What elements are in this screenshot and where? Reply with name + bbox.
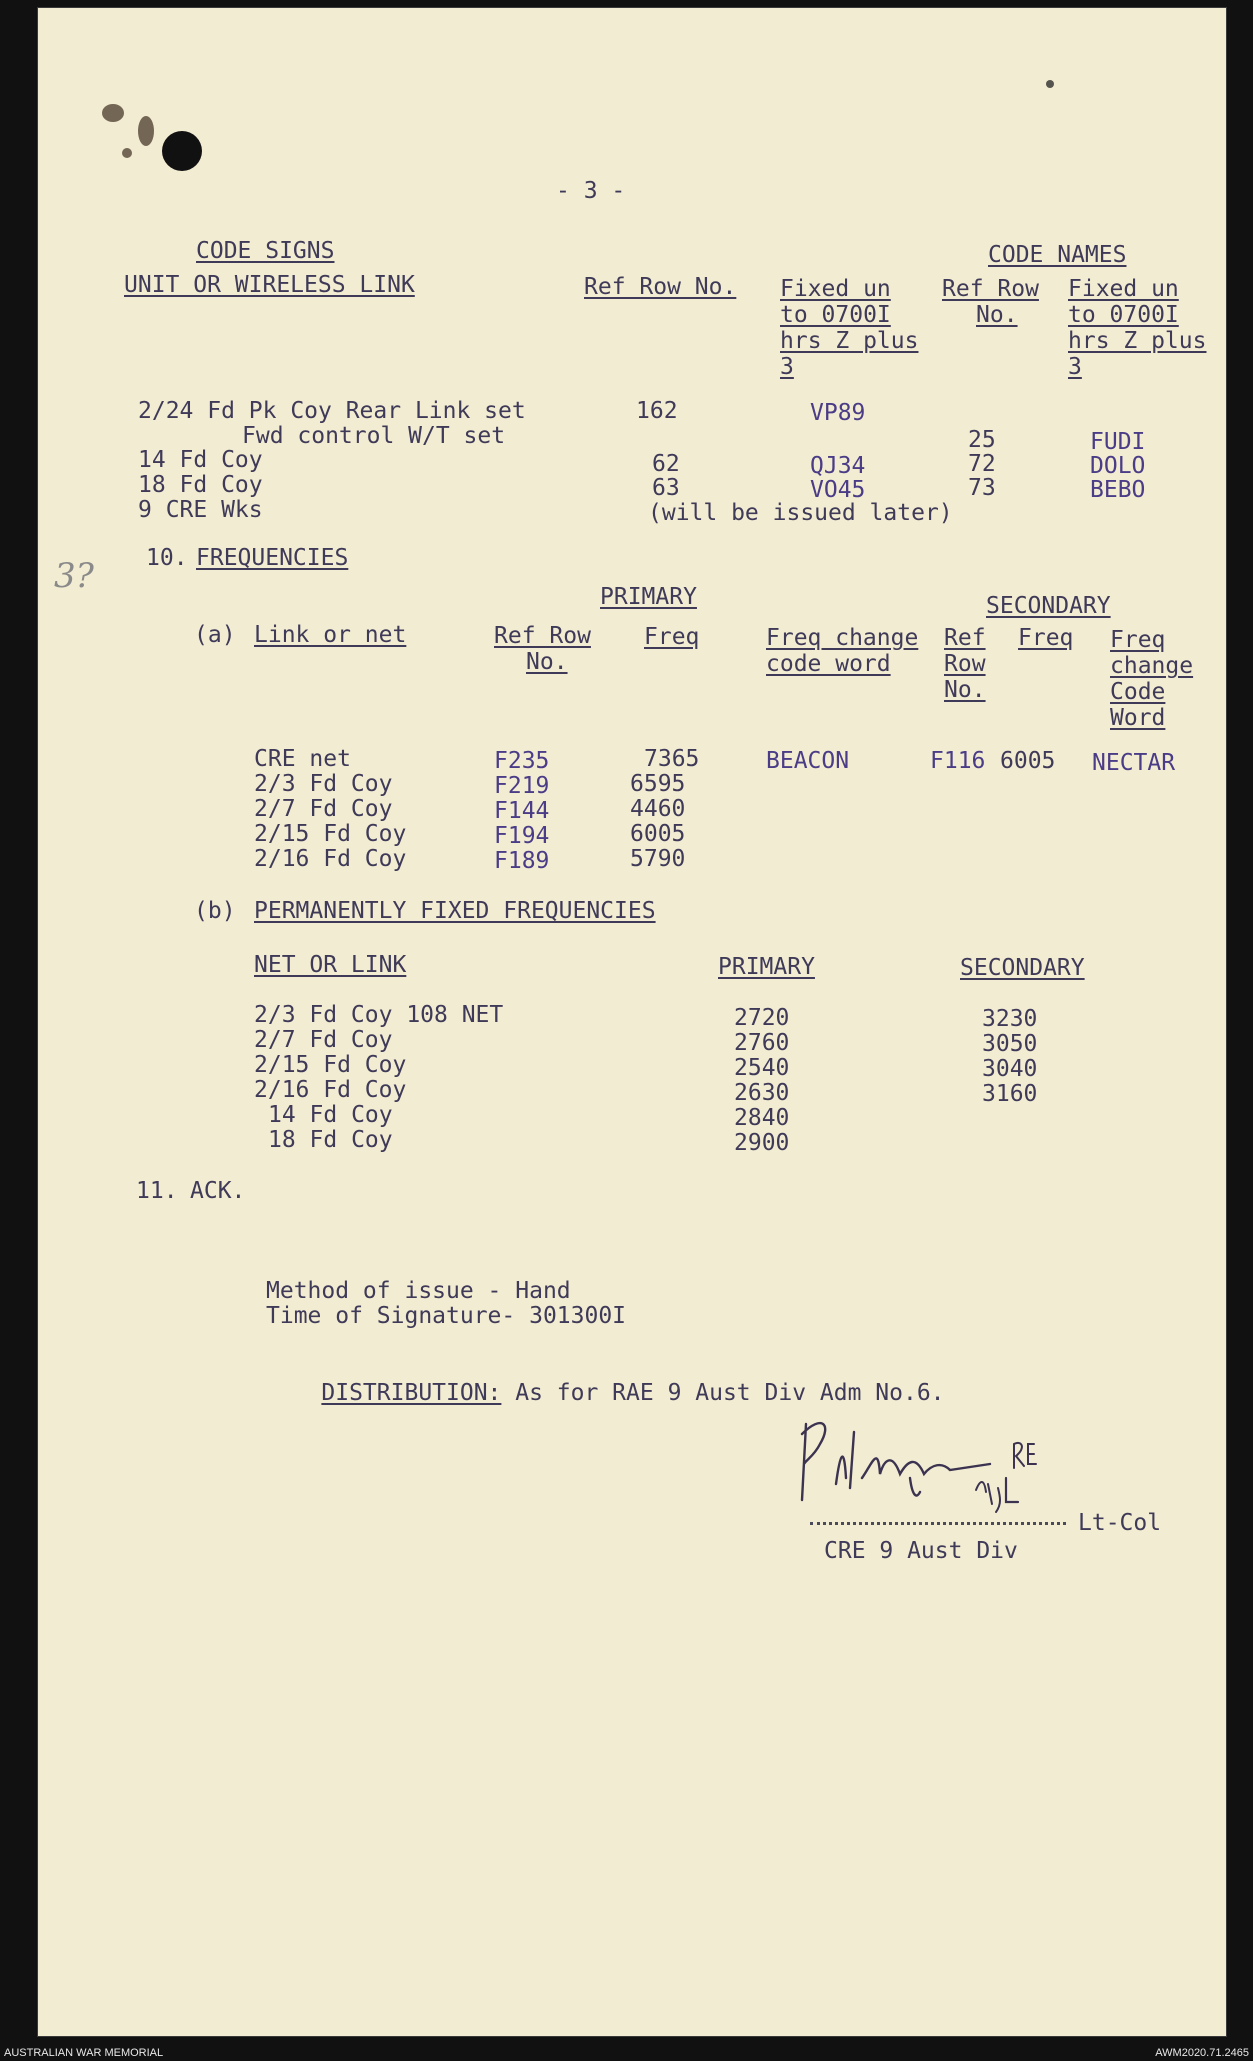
code-row-ref: 62: [652, 451, 680, 477]
fixed-row-net: 2/7 Fd Coy: [254, 1027, 393, 1053]
fixed-row-net: 2/16 Fd Coy: [254, 1077, 407, 1103]
time-of-signature: Time of Signature- 301300I: [266, 1303, 627, 1329]
freq-row-ref: F194: [494, 823, 550, 849]
frequencies-heading: FREQUENCIES: [196, 545, 349, 571]
col-primary: PRIMARY: [718, 954, 815, 980]
freq-row-ref2: F116: [930, 748, 986, 774]
col-fixed-2: to 0700I: [780, 302, 891, 328]
code-row-unit: 2/24 Fd Pk Coy Rear Link set: [138, 398, 526, 424]
fixed-row-primary: 2840: [734, 1105, 790, 1131]
fixed-row-primary: 2900: [734, 1130, 790, 1156]
signature-rank: Lt-Col: [1078, 1510, 1162, 1536]
code-names-heading: CODE NAMES: [988, 242, 1127, 268]
code-signs-heading: CODE SIGNS: [196, 238, 335, 264]
col-secondary: SECONDARY: [960, 955, 1085, 981]
col-fixed2-3: hrs Z plus: [1068, 328, 1207, 354]
code-row-ref2: 25: [968, 427, 996, 453]
fixed-row-primary: 2720: [734, 1005, 790, 1031]
permanently-fixed-heading: PERMANENTLY FIXED FREQUENCIES: [254, 898, 656, 924]
signature-scribble: [792, 1404, 1092, 1524]
section-number: 10.: [146, 545, 188, 571]
document-page: [38, 8, 1226, 2036]
code-row-sign: VO45: [810, 477, 866, 503]
col-ref-row2-2: No.: [976, 302, 1018, 328]
freq-row-ref: F219: [494, 773, 550, 799]
distribution-text: As for RAE 9 Aust Div Adm No.6.: [501, 1380, 945, 1406]
stain: [102, 104, 124, 122]
freq-row-link: 2/3 Fd Coy: [254, 771, 393, 797]
punch-hole: [162, 131, 202, 171]
freq-row-link: CRE net: [254, 746, 351, 772]
col-change-2: code word: [766, 651, 891, 677]
freq-row-ref: F189: [494, 848, 550, 874]
freq-row-link: 2/7 Fd Coy: [254, 796, 393, 822]
ack-text: ACK.: [190, 1178, 246, 1204]
col-net-or-link: NET OR LINK: [254, 952, 407, 978]
col-ref-row2-1: Ref Row: [942, 276, 1039, 302]
fixed-row-net: 14 Fd Coy: [268, 1102, 393, 1128]
freq-row-freq: 6595: [630, 771, 686, 797]
col-fixed-1: Fixed un: [780, 276, 891, 302]
freq-row-freq: 6005: [630, 821, 686, 847]
freq-row-code: BEACON: [766, 748, 850, 774]
code-row-name: FUDI: [1090, 429, 1146, 455]
footer-right: AWM2020.71.2465: [1155, 2047, 1249, 2059]
col-fixed-3: hrs Z plus: [780, 328, 919, 354]
col-ref2-1: Ref: [944, 625, 986, 651]
col-fixed2-4: 3: [1068, 354, 1082, 380]
col-unit: UNIT OR WIRELESS LINK: [124, 272, 415, 298]
stain: [1046, 80, 1054, 88]
col-ref2-3: No.: [944, 677, 986, 703]
code-row-name: DOLO: [1090, 453, 1146, 479]
col-fixed-4: 3: [780, 354, 794, 380]
fixed-row-net: 2/3 Fd Coy 108 NET: [254, 1002, 504, 1028]
col-freq2: Freq: [1018, 625, 1074, 651]
fixed-row-secondary: 3040: [982, 1056, 1038, 1082]
code-row-unit: 14 Fd Coy: [138, 447, 263, 473]
fixed-row-primary: 2540: [734, 1055, 790, 1081]
col-change2-3: Code: [1110, 679, 1166, 705]
code-row-ref: 162: [636, 398, 678, 424]
freq-row-code2: NECTAR: [1092, 750, 1176, 776]
code-row-name: BEBO: [1090, 477, 1146, 503]
code-row-unit: 9 CRE Wks: [138, 497, 263, 523]
freq-row-ref: F144: [494, 798, 550, 824]
freq-row-ref: F235: [494, 748, 550, 774]
code-row-ref: 63: [652, 475, 680, 501]
distribution-label: DISTRIBUTION:: [321, 1380, 502, 1406]
sub-label-a: (a): [194, 622, 236, 648]
sub-label-b: (b): [194, 898, 236, 924]
fixed-row-primary: 2760: [734, 1030, 790, 1056]
stain: [138, 116, 154, 146]
col-change2-1: Freq: [1110, 627, 1166, 653]
code-row-sign: VP89: [810, 400, 866, 426]
footer-left: AUSTRALIAN WAR MEMORIAL: [4, 2047, 164, 2059]
code-row-ref2: 72: [968, 451, 996, 477]
col-fixed2-2: to 0700I: [1068, 302, 1179, 328]
code-row-sign: QJ34: [810, 453, 866, 479]
page-number: - 3 -: [556, 178, 626, 204]
primary-heading: PRIMARY: [600, 584, 697, 610]
col-change-1: Freq change: [766, 625, 919, 651]
col-link-net: Link or net: [254, 622, 407, 648]
col-ref-row-1: Ref Row: [494, 623, 591, 649]
col-change2-2: change: [1110, 653, 1194, 679]
col-change2-4: Word: [1110, 705, 1166, 731]
fixed-row-net: 18 Fd Coy: [268, 1127, 393, 1153]
col-ref-row: Ref Row No.: [584, 274, 737, 300]
secondary-heading: SECONDARY: [986, 593, 1111, 619]
fixed-row-secondary: 3050: [982, 1031, 1038, 1057]
fixed-row-secondary: 3230: [982, 1006, 1038, 1032]
freq-row-freq: 7365: [644, 746, 700, 772]
code-row-unit: 18 Fd Coy: [138, 472, 263, 498]
freq-row-freq2: 6005: [1000, 748, 1056, 774]
fixed-row-net: 2/15 Fd Coy: [254, 1052, 407, 1078]
section-number: 11.: [136, 1178, 178, 1204]
col-fixed2-1: Fixed un: [1068, 276, 1179, 302]
method-of-issue: Method of issue - Hand: [266, 1278, 571, 1304]
col-ref2-2: Row: [944, 651, 986, 677]
col-ref-row-2: No.: [526, 649, 568, 675]
code-row-note: (will be issued later): [648, 500, 953, 526]
fixed-row-primary: 2630: [734, 1080, 790, 1106]
col-freq: Freq: [644, 624, 700, 650]
code-row-unit: Fwd control W/T set: [242, 423, 506, 449]
freq-row-freq: 4460: [630, 796, 686, 822]
freq-row-link: 2/15 Fd Coy: [254, 821, 407, 847]
signature-unit: CRE 9 Aust Div: [824, 1538, 1018, 1564]
margin-note: 3?: [54, 556, 94, 596]
signature-line: [810, 1522, 1066, 1525]
code-row-ref2: 73: [968, 475, 996, 501]
freq-row-freq: 5790: [630, 846, 686, 872]
stain: [122, 148, 132, 158]
freq-row-link: 2/16 Fd Coy: [254, 846, 407, 872]
fixed-row-secondary: 3160: [982, 1081, 1038, 1107]
